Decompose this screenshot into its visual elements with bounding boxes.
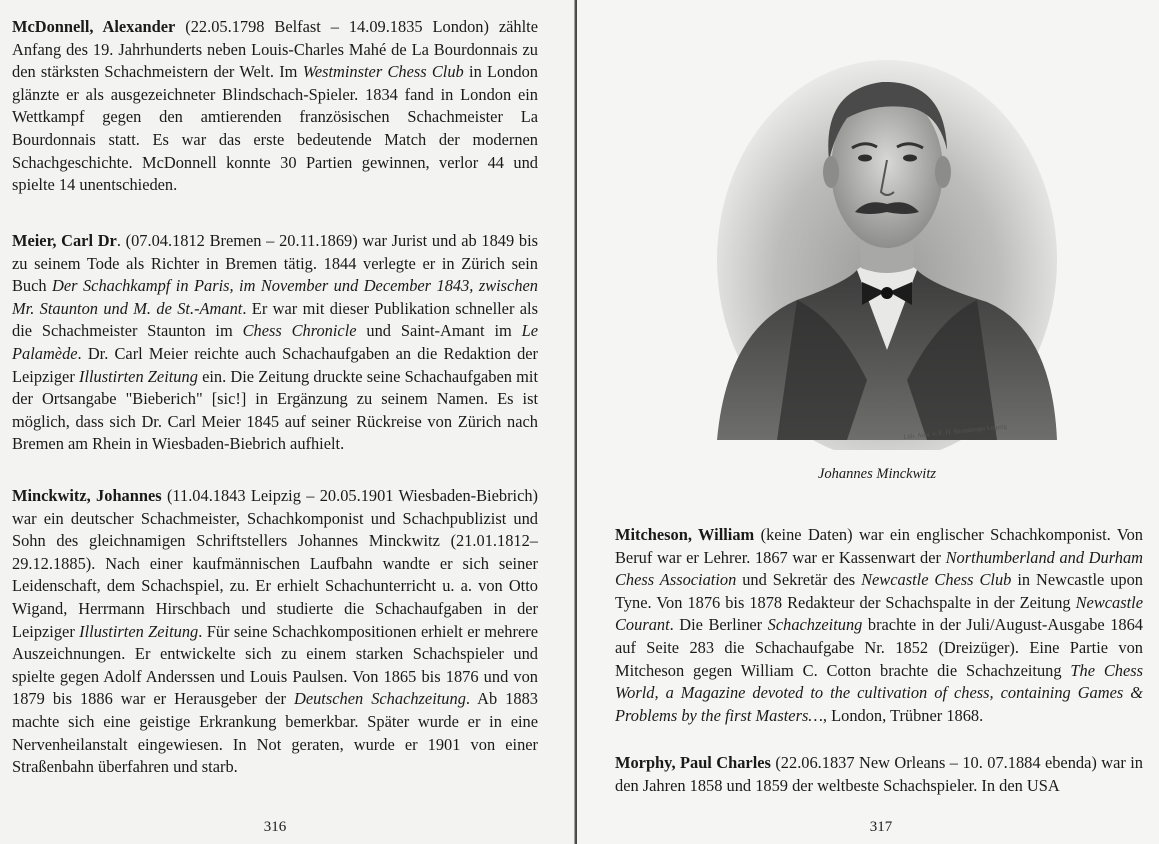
entry-minckwitz <box>12 485 538 779</box>
entry-text: , London, Trübner 1868. <box>822 705 984 725</box>
entry-text: . Für seine Schachkompositionen erhielt er mehrere Auszeichnungen. Er entwickelte sich zu einem starken Schachspieler und spielte gegen Adolf Anderssen und Louis Paulsen. Von 1865 bis 1876 und von 1879 bis 1886 war er Herausgeber der <box>12 621 538 709</box>
italic-title: Illustirten Zeitung <box>78 366 198 386</box>
entry-text: und Saint-Amant im <box>356 321 522 341</box>
entry-text: . Er war mit dieser Publikation schneller als die Schachmeister Staunton im <box>12 298 538 341</box>
italic-title: Newcastle Chess Club <box>861 570 1012 590</box>
entry-text: (22.05.1798 Belfast – 14.09.1835 London) zählte Anfang des 19. Jahrhunderts neben Louis-Charles Mahé de La Bourdonnais zu den stärksten Schachmeistern der Welt. Im <box>12 17 538 82</box>
entry-text: und Sekretär des <box>736 570 862 590</box>
right-page <box>577 0 1159 844</box>
left-page <box>0 0 577 844</box>
entry-morphy <box>615 752 1143 797</box>
entry-text: brachte in der Juli/August-Ausgabe 1864 auf Seite 283 die Schachaufgabe Nr. 1852 (Dreizüger). Eine Partie von Mitcheson gegen William C. Cotton brachte die Schachzeitung <box>615 615 1144 680</box>
page-number-right: 317 <box>869 819 893 835</box>
entry-headword: Morphy, Paul Charles <box>615 753 771 772</box>
entry-mcdonnell <box>12 16 538 197</box>
portrait-credit: Lith. Anst. v. E. H. Strassberger Leipzig <box>903 423 1008 441</box>
italic-title: Newcastle Courant <box>615 592 1143 635</box>
italic-title: Westminster Chess Club <box>302 62 464 82</box>
entry-headword: Meier, Carl Dr <box>12 231 117 250</box>
italic-title: Le Palamède <box>12 321 538 363</box>
entry-text: (22.06.1837 New Orleans – 10. 07.1884 ebenda) war in den Jahren 1858 und 1859 der weltbeste Schachspieler. In den USA <box>615 753 1143 795</box>
entry-headword: Mitcheson, William <box>615 525 755 544</box>
entry-text: ein. Die Zeitung druckte seine Schachaufgaben mit der Ortsangabe "Bieberich" [sic!] in Ergänzung zu seinem Namen. Es ist möglich, dass sich Dr. Carl Meier 1845 auf seiner Rückreise von Zürich nach Bremen am Rhein in Wiesbaden-Biebrich aufhielt. <box>12 366 538 454</box>
entry-text: in London glänzte er als ausgezeichneter Blindschach-Spieler. 1834 fand in London ein Wettkampf gegen den amtierenden französischen Schachmeister La Bourdonnais statt. Es war das erste bedeutende Match der modernen Schachgeschichte. McDonnell konnte 30 Partien gewinnen, verlor 44 und spielte 14 unentschieden. <box>12 62 539 195</box>
entry-text: in Newcastle upon Tyne. Von 1876 bis 1878 Redakteur der Schachspalte in der Zeitung <box>615 570 1143 612</box>
entry-mitcheson <box>615 524 1143 727</box>
italic-title: Der Schachkampf in Paris, im November und December 1843, zwischen Mr. Staunton und M. de St.-Amant <box>12 276 538 318</box>
italic-title: Chess Chronicle <box>242 321 357 341</box>
italic-title: Illustirten Zeitung <box>79 621 199 641</box>
page-number-left: 316 <box>263 819 287 835</box>
entry-text: . (07.04.1812 Bremen – 20.11.1869) war Jurist und ab 1849 bis zu seinem Tode als Richter in Bremen tätig. 1844 verlegte er in Zürich sein Buch <box>12 231 538 296</box>
italic-title: Deutschen Schachzeitung <box>294 689 466 709</box>
figure-caption: Johannes Minckwitz <box>818 466 936 482</box>
entry-meier <box>12 230 538 456</box>
entry-headword: McDonnell, Alexander <box>12 17 176 36</box>
portrait-johannes-minckwitz <box>717 20 1057 450</box>
italic-title: The Chess World, a Magazine devoted to the cultivation of chess, containing Games & Problems by the first Masters… <box>615 660 1144 725</box>
entry-text: (11.04.1843 Leipzig – 20.05.1901 Wiesbaden-Biebrich) war ein deutscher Schachmeister, Schachkomponist und Schachpublizist und Sohn des gleichnamigen Schriftstellers Johannes Minckwitz (21.01.1812–29.12.1885). Nach einer kaufmännischen Laufbahn wandte er sich seiner Leidenschaft, dem Schachspiel, zu. Er erhielt Schachunterricht u. a. von Otto Wigand, Herrmann Hirschbach und studierte die Schachaufgaben in der Leipziger <box>12 486 539 641</box>
entry-text: (keine Daten) war ein englischer Schachkomponist. Von Beruf war er Lehrer. 1867 war er Kassenwart der <box>615 525 1143 567</box>
entry-text: . Ab 1883 machte sich eine geistige Erkrankung bemerkbar. Später wurde er in eine Nervenheilanstalt eingewiesen. In Not geraten, wurde er 1901 von einer Straßenbahn überfahren und starb. <box>12 689 538 777</box>
entry-headword: Minckwitz, Johannes <box>12 486 162 505</box>
entry-text: . Dr. Carl Meier reichte auch Schachaufgaben an die Redaktion der Leipziger <box>12 343 538 386</box>
entry-text: . Die Berliner <box>669 615 768 635</box>
italic-title: Northumberland and Durham Chess Association <box>615 547 1144 590</box>
italic-title: Schachzeitung <box>767 615 863 635</box>
